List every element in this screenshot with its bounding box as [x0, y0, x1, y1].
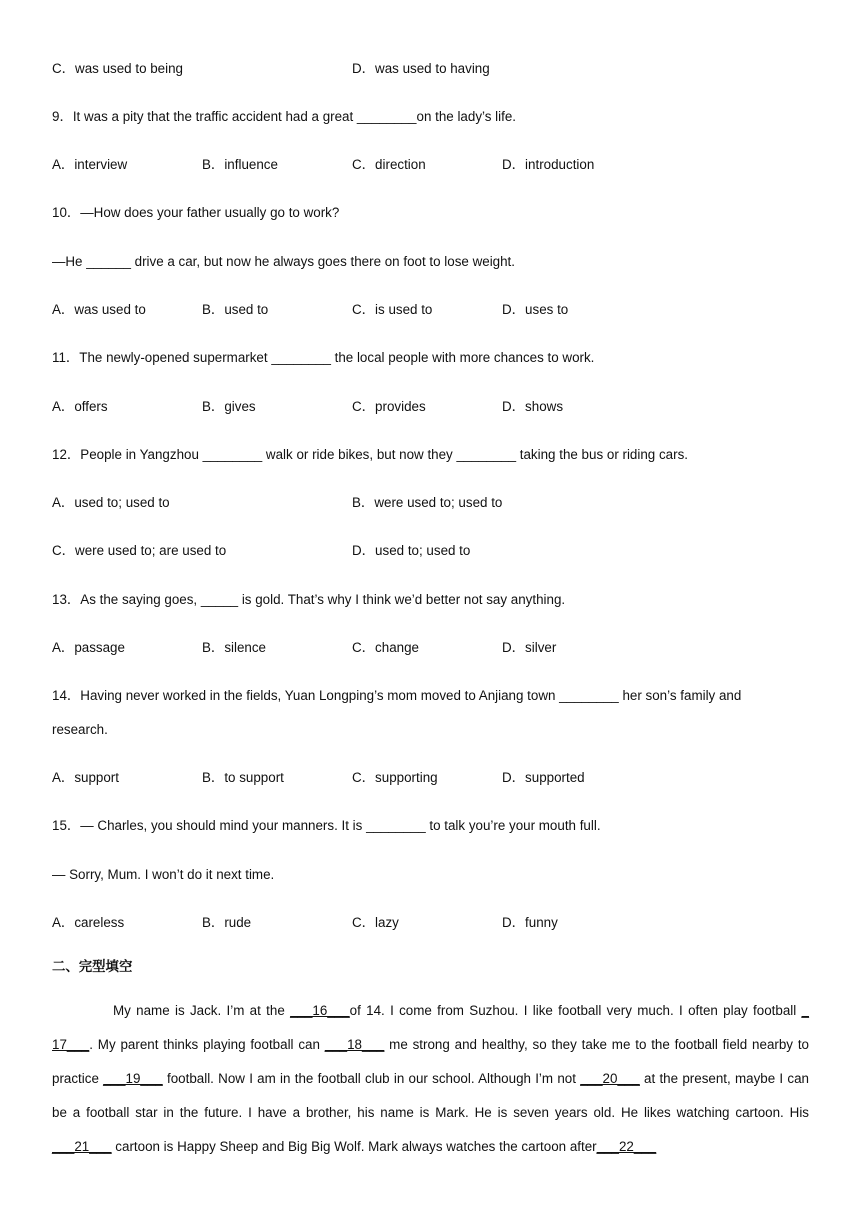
option-9-c: C．direction — [352, 157, 426, 172]
question-14-stem: 14．Having never worked in the fields, Yuan Longping’s mom moved to Anjiang town ________ her son’s family and — [52, 688, 742, 703]
question-10-reply: —He ______ drive a car, but now he always goes there on foot to lose weight. — [52, 254, 516, 269]
passage-text: me strong and healthy, so they take me to the football field nearby to practice — [52, 1037, 809, 1086]
passage-text: . My parent thinks playing football can — [89, 1037, 325, 1052]
option-14-d: D．supported — [502, 770, 585, 785]
option-9-a: A．interview — [52, 157, 128, 172]
option-11-a: A．offers — [52, 399, 108, 414]
passage-text: of 14. I come from Suzhou. I like football very much. I often play football — [349, 1003, 802, 1018]
cloze-passage — [52, 994, 809, 1164]
question-11-stem: 11．The newly-opened supermarket ________ the local people with more chances to work. — [52, 350, 595, 365]
option-9-d: D．introduction — [502, 157, 595, 172]
option-15-c: C．lazy — [352, 915, 399, 930]
option-12-b: B．were used to; used to — [352, 495, 503, 510]
option-10-c: C．is used to — [352, 302, 433, 317]
option-10-a: A．was used to — [52, 302, 146, 317]
blank-21: ___21___ — [52, 1139, 112, 1154]
question-12-stem: 12．People in Yangzhou ________ walk or ride bikes, but now they ________ taking the bus or riding cars. — [52, 447, 688, 462]
option-12-a: A．used to; used to — [52, 495, 170, 510]
option-14-a: A．support — [52, 770, 119, 785]
option-13-a: A．passage — [52, 640, 125, 655]
blank-22: ___22___ — [596, 1139, 657, 1154]
option-11-d: D．shows — [502, 399, 564, 414]
blank-20: ___20___ — [580, 1071, 640, 1086]
blank-19: ___19___ — [103, 1071, 163, 1086]
blank-16: ___16___ — [290, 1003, 350, 1018]
option-9-b: B．influence — [202, 157, 278, 172]
option-11-b: B．gives — [202, 399, 256, 414]
question-10-stem: 10．—How does your father usually go to work? — [52, 205, 340, 220]
option-14-b: B．to support — [202, 770, 284, 785]
passage-text: cartoon is Happy Sheep and Big Big Wolf. Mark always watches the cartoon after — [111, 1139, 597, 1154]
blank-17: _ 17___ — [52, 1003, 809, 1052]
option-10-d: D．uses to — [502, 302, 569, 317]
passage-text: at the present, maybe I can be a football star in the future. I have a brother, his name is Mark. He is seven years old. He likes watching cartoon. His — [52, 1071, 810, 1120]
option-11-c: C．provides — [352, 399, 426, 414]
option-13-c: C．change — [352, 640, 419, 655]
option-12-c: C．were used to; are used to — [52, 543, 227, 558]
blank-18: ___18___ — [324, 1037, 385, 1052]
option-15-d: D．funny — [502, 915, 558, 930]
question-15-stem: 15．— Charles, you should mind your manners. It is ________ to talk you’re your mouth full. — [52, 818, 601, 833]
question-15-reply: — Sorry, Mum. I won’t do it next time. — [52, 867, 275, 882]
question-14-stem-continued: research. — [52, 722, 108, 737]
section-heading: 二、完型填空 — [52, 959, 133, 974]
option-13-d: D．silver — [502, 640, 557, 655]
option-8-c: C．was used to being — [52, 61, 184, 76]
option-8-d: D．was used to having — [352, 61, 490, 76]
passage-text: My name is Jack. I’m at the — [113, 1003, 291, 1018]
question-13-stem: 13．As the saying goes, _____ is gold. That’s why I think we’d better not say anything. — [52, 592, 566, 607]
option-12-d: D．used to; used to — [352, 543, 471, 558]
option-10-b: B．used to — [202, 302, 269, 317]
option-15-b: B．rude — [202, 915, 252, 930]
option-14-c: C．supporting — [352, 770, 438, 785]
passage-text: football. Now I am in the football club in our school. Although I’m not — [162, 1071, 581, 1086]
option-15-a: A．careless — [52, 915, 125, 930]
question-9-stem: 9．It was a pity that the traffic accident had a great ________on the lady’s life. — [52, 109, 517, 124]
option-13-b: B．silence — [202, 640, 267, 655]
